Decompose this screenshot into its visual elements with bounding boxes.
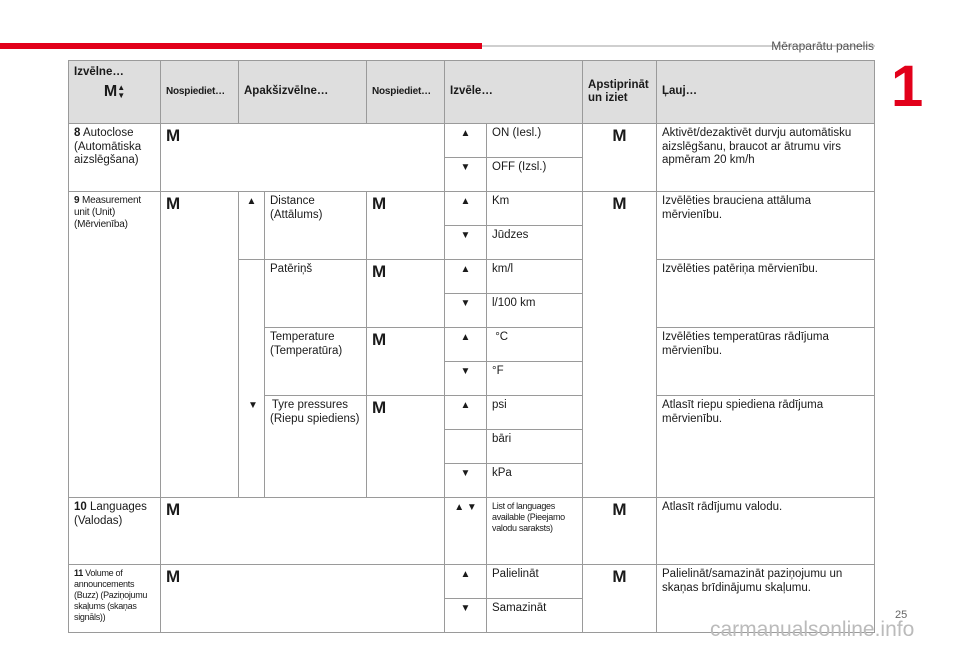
- down-arrow-icon: ▼: [445, 226, 487, 260]
- m-button-icon: M: [367, 192, 445, 260]
- m-button-icon: M: [161, 192, 239, 498]
- down-arrow-icon: ▼: [248, 400, 258, 411]
- option-bar: bāri: [487, 430, 583, 464]
- header-press-1: Nospiediet…: [161, 61, 239, 124]
- desc-tyre: Atlasīt riepu spiediena rādījuma mērvienību.: [657, 396, 875, 498]
- desc-languages: Atlasīt rādījumu valodu.: [657, 498, 875, 565]
- option-on: ON (Iesl.): [487, 124, 583, 158]
- m-button-icon: M: [367, 396, 445, 498]
- section-title: Mēraparātu panelis: [771, 39, 874, 53]
- option-fahrenheit: °F: [487, 362, 583, 396]
- table-row: [69, 565, 875, 599]
- option-off: OFF (Izsl.): [487, 158, 583, 192]
- table-row: [69, 124, 875, 158]
- option-psi: psi: [487, 396, 583, 430]
- desc-consumption: Izvēlēties patēriņa mērvienību.: [657, 260, 875, 328]
- down-arrow-icon: ▼: [445, 464, 487, 498]
- submenu-distance: Distance (Attālums): [265, 192, 367, 260]
- submenu-consumption: Patēriņš: [265, 260, 367, 328]
- table-row: [69, 498, 875, 565]
- m-button-icon: M: [583, 498, 657, 565]
- row-label-autoclose: 8 Autoclose (Automātiska aizslēgšana): [69, 124, 161, 192]
- desc-temperature: Izvēlēties temperatūras rādījuma mērvienību.: [657, 328, 875, 396]
- watermark: carmanualsonline.info: [710, 618, 915, 641]
- updown-arrow-icon: ▲ ▼: [445, 498, 487, 565]
- option-language-list: List of languages available (Pieejamo valodu saraksts): [487, 498, 583, 565]
- down-arrow-icon: ▼: [445, 294, 487, 328]
- option-miles: Jūdzes: [487, 226, 583, 260]
- menu-updown-icon: M▲ ▼: [103, 82, 126, 100]
- option-km: Km: [487, 192, 583, 226]
- down-arrow-icon: ▼: [445, 158, 487, 192]
- arrow-blank: [445, 430, 487, 464]
- up-arrow-icon: ▲: [239, 192, 265, 260]
- header-red-bar: [0, 43, 482, 49]
- m-button-icon: M: [583, 192, 657, 498]
- header-select: Izvēle…: [445, 61, 583, 124]
- option-celsius: °C: [487, 328, 583, 362]
- header-submenu: Apakšizvēlne…: [239, 61, 367, 124]
- arrow-column-blank: [239, 260, 265, 498]
- header-menu: Izvēlne… M▲ ▼: [69, 61, 161, 124]
- up-arrow-icon: ▲: [445, 565, 487, 599]
- submenu-temperature: Temperature (Temperatūra): [265, 328, 367, 396]
- desc-buzz: Palielināt/samazināt paziņojumu un skaņas brīdinājumu skaļumu.: [657, 565, 875, 633]
- m-button-icon: M: [583, 124, 657, 192]
- m-button-icon: M: [583, 565, 657, 633]
- option-kml: km/l: [487, 260, 583, 294]
- chapter-number: 1: [891, 54, 924, 119]
- m-button-icon: M: [367, 260, 445, 328]
- menu-table: [68, 60, 875, 633]
- header-allows: Ļauj…: [657, 61, 875, 124]
- table-row: [69, 192, 875, 226]
- down-arrow-icon: ▼: [445, 599, 487, 633]
- m-button-icon: M: [161, 498, 445, 565]
- row-label-languages: 10 Languages (Valodas): [69, 498, 161, 565]
- up-arrow-icon: ▲: [445, 124, 487, 158]
- down-arrow-icon: ▼: [445, 362, 487, 396]
- up-arrow-icon: ▲: [445, 260, 487, 294]
- m-button-icon: M: [161, 124, 445, 192]
- desc-autoclose: Aktivēt/dezaktivēt durvju automātisku aizslēgšanu, braucot ar ātrumu virs apmēram 20 km/h: [657, 124, 875, 192]
- m-button-icon: M: [161, 565, 445, 633]
- m-button-icon: M: [367, 328, 445, 396]
- option-increase: Palielināt: [487, 565, 583, 599]
- submenu-tyre-pressures: ▼ Tyre pressures (Riepu spiediens): [265, 396, 367, 498]
- row-label-buzz: 11 Volume of announcements (Buzz) (Paziņojumu skaļums (skaņas signāls)): [69, 565, 161, 633]
- option-l100: l/100 km: [487, 294, 583, 328]
- up-arrow-icon: ▲: [445, 396, 487, 430]
- header-confirm: Apstiprināt un iziet: [583, 61, 657, 124]
- up-arrow-icon: ▲: [445, 192, 487, 226]
- up-arrow-icon: ▲: [445, 328, 487, 362]
- table-header-row: [69, 61, 875, 124]
- page-number: 25: [895, 609, 908, 621]
- header-press-2: Nospiediet…: [367, 61, 445, 124]
- desc-distance: Izvēlēties brauciena attāluma mērvienību.: [657, 192, 875, 260]
- row-label-measurement: 9 Measurement unit (Unit) (Mērvienība): [69, 192, 161, 498]
- option-decrease: Samazināt: [487, 599, 583, 633]
- option-kpa: kPa: [487, 464, 583, 498]
